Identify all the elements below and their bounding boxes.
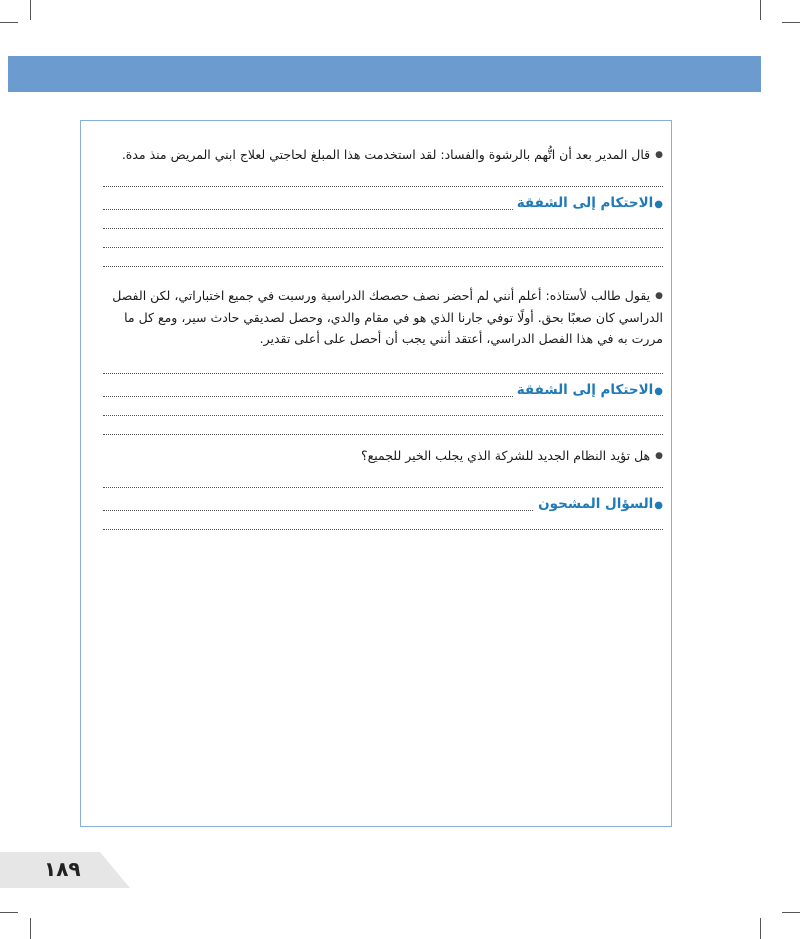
bullet-icon: ● [655, 291, 663, 301]
crop-mark-bottom-left [30, 918, 31, 939]
fallacy-label [534, 496, 663, 512]
crop-mark-top-right [760, 0, 761, 20]
prompt-text: قال المدير بعد أن اتُّهم بالرشوة والفساد: لقد استخدمت هذا المبلغ لحاجتي لعلاج ابني المريض منذ مدة. [121, 147, 651, 162]
prompt-text: يقول طالب لأستاذه: أعلم أنني لم أحضر نصف حصصك الدراسية ورسبت في جميع اختباراتي، لكن الفصل الدراسي كان صعبًا بحق. أولًا توفي جارنا الذي هو في مقام والدي، وحصل لصديقي حادث سير، ومع كل ما مررت به في هذا الفصل الدراسي، أعتقد أنني يجب أن أحصل على أعلى تقدير. [112, 288, 663, 346]
header-banner [8, 56, 761, 92]
fallacy-label [513, 195, 663, 211]
crop-mark-top-right-h [782, 22, 800, 23]
exercise-prompt-2 [103, 285, 663, 349]
fallacy-label-text: الاحتكام إلى الشفقة [516, 382, 654, 398]
exercise-prompt-3 [103, 445, 663, 467]
answer-line[interactable] [103, 469, 663, 488]
crop-mark-top-left-h [0, 22, 18, 23]
prompt-text: هل تؤيد النظام الجديد للشركة الذي يجلب الخير للجميع؟ [360, 448, 651, 463]
page-number: ١٨٩ [44, 857, 81, 881]
bullet-icon: ● [654, 500, 663, 511]
answer-line[interactable] [103, 416, 663, 435]
answer-line-labeled[interactable] [103, 488, 663, 511]
answer-line[interactable] [103, 210, 663, 229]
crop-mark-top-left [30, 0, 31, 20]
exercise-prompt-1 [103, 144, 663, 166]
bullet-icon: ● [654, 386, 663, 397]
fallacy-label-text: السؤال المشحون [538, 496, 654, 512]
fallacy-label [513, 382, 663, 398]
answer-line[interactable] [103, 248, 663, 267]
answer-line[interactable] [103, 168, 663, 187]
answer-line[interactable] [103, 397, 663, 416]
fallacy-label-text: الاحتكام إلى الشفقة [516, 195, 654, 211]
crop-mark-bottom-right-h [782, 912, 800, 913]
bullet-icon: ● [654, 199, 663, 210]
crop-mark-bottom-right [760, 918, 761, 939]
answer-line[interactable] [103, 511, 663, 530]
answer-line-labeled[interactable] [103, 187, 663, 210]
answer-line[interactable] [103, 229, 663, 248]
bullet-icon: ● [655, 451, 663, 461]
exercise-content [103, 140, 663, 530]
answer-line-labeled[interactable] [103, 374, 663, 397]
bullet-icon: ● [655, 150, 663, 160]
crop-mark-bottom-left-h [0, 912, 18, 913]
answer-line[interactable] [103, 355, 663, 374]
